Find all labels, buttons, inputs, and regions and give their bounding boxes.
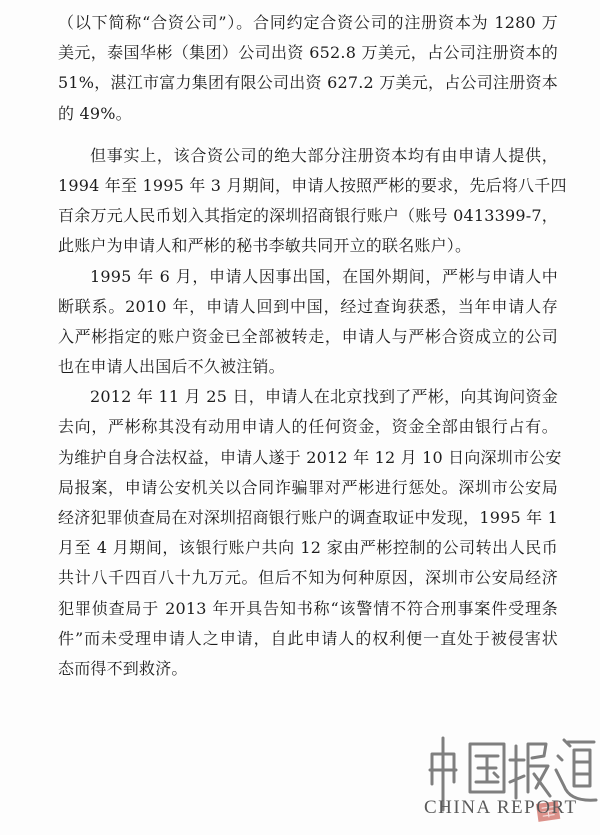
text-line: （以下简称“合资公司”）。合同约定合资公司的注册资本为 1280 万 [58,13,558,32]
text-line: 但事实上，该合资公司的绝大部分注册资本均有由申请人提供， [90,145,558,165]
text-line: 也在申请人出国后不久被注销。 [58,357,285,377]
text-line: 51%，湛江市富力集团有限公司出资 627.2 万美元，占公司注册资本 [58,73,558,93]
text-line: 局报案，申请公安机关以合同诈骗罪对严彬进行惩处。深圳市公安局 [58,477,558,497]
china-report-english: CHINA REPORT [424,797,578,818]
text-line: 犯罪侦查局于 2013 年开具告知书称“该警情不符合刑事案件受理条 [58,598,558,618]
text-line: 件”而未受理申请人之申请，自此申请人的权利便一直处于被侵害状 [58,628,558,648]
text-line: 月至 4 月期间，该银行账户共向 12 家由严彬控制的公司转出人民币 [58,538,558,558]
text-line: 共计八千四百八十九万元。但后不知为何种原因，深圳市公安局经济 [58,568,558,588]
text-line: 经济犯罪侦查局在对深圳招商银行账户的调查取证中发现，1995 年 1 [58,508,558,527]
text-line: 1995 年 6 月，申请人因事出国，在国外期间，严彬与申请人中 [90,266,558,286]
text-line: 入严彬指定的账户资金已全部被转走，申请人与严彬合资成立的公司 [58,326,558,346]
text-line: 此账户为申请人和严彬的秘书李敏共同开立的联名账户）。 [58,236,472,256]
text-line: 1994 年至 1995 年 3 月期间，申请人按照严彬的要求，先后将八千四 [58,175,567,195]
text-line: 2012 年 11 月 25 日，申请人在北京找到了严彬，向其询问资金 [90,387,558,407]
text-line: 的 49%。 [58,103,132,123]
text-line: 去向，严彬称其没有动用申请人的任何资金，资金全部由银行占有。 [58,417,558,437]
text-line: 断联系。2010 年，申请人回到中国，经过查询获悉，当年申请人存 [58,296,558,316]
text-line: 百余万元人民币划入其指定的深圳招商银行账户（账号 0413399-7， [58,206,558,226]
document-body [58,8,567,684]
text-line: 态而得不到救济。 [58,658,188,678]
text-line: 美元，泰国华彬（集团）公司出资 652.8 万美元，占公司注册资本的 [58,43,558,63]
text-line: 为维护自身合法权益，申请人遂于 2012 年 12 月 10 日向深圳市公安 [58,447,562,467]
